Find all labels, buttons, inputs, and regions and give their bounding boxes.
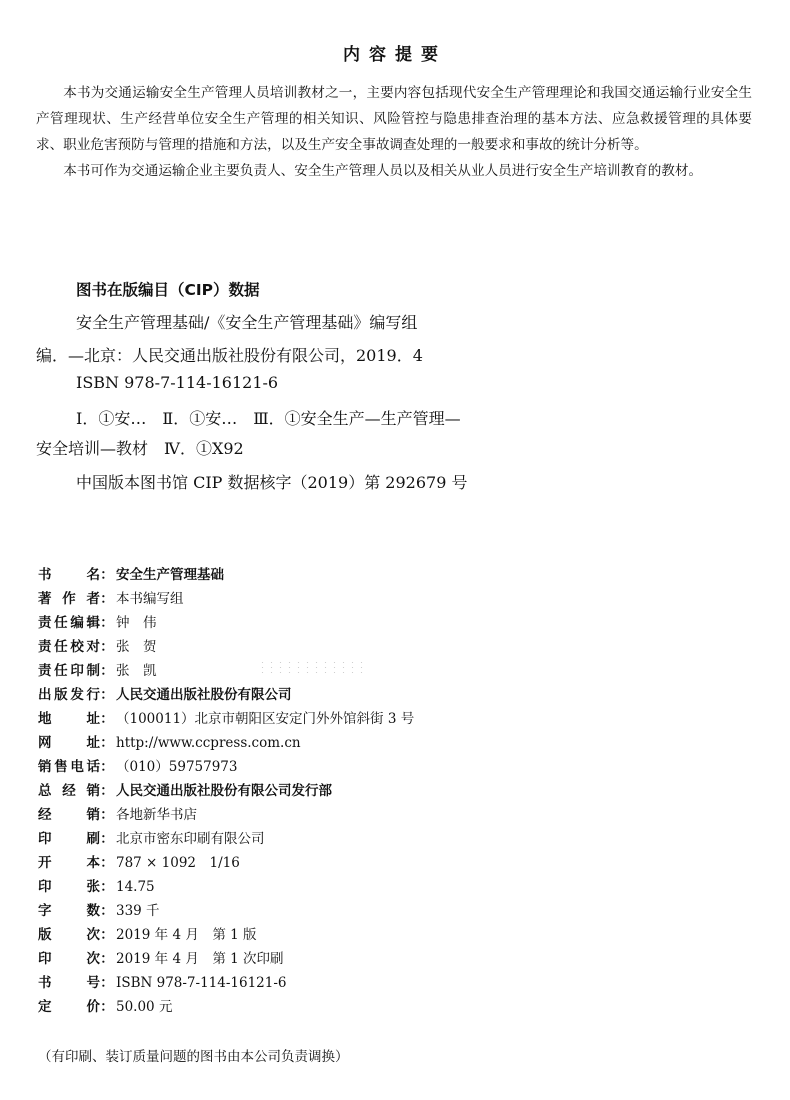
imprint-row	[38, 757, 237, 777]
imprint-value: 张 贺	[116, 639, 157, 655]
imprint-row	[38, 925, 257, 945]
imprint-label: 书 号	[38, 975, 100, 991]
cip-line: ISBN 978-7-114-16121-6	[76, 373, 279, 392]
imprint-row	[38, 949, 284, 969]
imprint-label: 总 经 销	[38, 783, 100, 799]
imprint-row	[38, 901, 160, 921]
imprint-value: （100011）北京市朝阳区安定门外外馆斜街 3 号	[116, 711, 415, 727]
imprint-colon: ：	[100, 759, 114, 775]
imprint-value: http://www.ccpress.com.cn	[116, 735, 301, 751]
imprint-row	[38, 805, 197, 825]
imprint-label: 出 版 发 行	[38, 687, 100, 703]
imprint-row	[38, 733, 301, 753]
imprint-colon: ：	[100, 831, 114, 847]
imprint-value: （010）59757973	[116, 759, 238, 775]
imprint-label: 字 数	[38, 903, 100, 919]
imprint-colon: ：	[100, 807, 114, 823]
imprint-label: 开 本	[38, 855, 100, 871]
imprint-row	[38, 637, 157, 657]
imprint-label: 定 价	[38, 999, 100, 1015]
imprint-value: ISBN 978-7-114-16121-6	[116, 975, 287, 991]
cip-line: Ⅰ．①安… Ⅱ．①安… Ⅲ．①安全生产—生产管理—	[76, 409, 461, 428]
imprint-label: 责 任 编 辑	[38, 615, 100, 631]
imprint-row	[38, 709, 414, 729]
imprint-label: 责 任 校 对	[38, 639, 100, 655]
imprint-row	[38, 877, 155, 897]
imprint-row	[38, 589, 184, 609]
imprint-value: 安全生产管理基础	[116, 567, 224, 583]
imprint-row	[38, 973, 287, 993]
imprint-value: 50.00 元	[116, 999, 173, 1015]
imprint-colon: ：	[100, 711, 114, 727]
imprint-label: 地 址	[38, 711, 100, 727]
imprint-colon: ：	[100, 879, 114, 895]
imprint-colon: ：	[100, 663, 114, 679]
imprint-colon: ：	[100, 951, 114, 967]
imprint-row	[38, 781, 332, 801]
imprint-colon: ：	[100, 639, 114, 655]
imprint-row	[38, 997, 172, 1017]
imprint-colon: ：	[100, 591, 114, 607]
imprint-label: 责 任 印 制	[38, 663, 100, 679]
imprint-value: 各地新华书店	[116, 807, 197, 823]
summary-abstract	[36, 80, 752, 184]
imprint-label: 销 售 电 话	[38, 759, 100, 775]
imprint-row	[38, 661, 157, 681]
imprint-colon: ：	[100, 735, 114, 751]
imprint-value: 钟 伟	[116, 615, 157, 631]
imprint-row	[38, 685, 292, 705]
imprint-colon: ：	[100, 855, 114, 871]
cip-line: 安全培训—教材 Ⅳ．①X92	[36, 439, 244, 458]
imprint-row	[38, 829, 265, 849]
imprint-value: 人民交通出版社股份有限公司	[116, 687, 292, 703]
imprint-colon: ：	[100, 975, 114, 991]
imprint-value: 787 × 1092 1/16	[116, 855, 240, 871]
imprint-label: 印 次	[38, 951, 100, 967]
imprint-value: 张 凯	[116, 663, 157, 679]
cip-line: 编．—北京：人民交通出版社股份有限公司，2019．4	[36, 346, 423, 365]
imprint-label: 印 刷	[38, 831, 100, 847]
imprint-label: 著 作 者	[38, 591, 100, 607]
imprint-label: 书 名	[38, 567, 100, 583]
cip-line: 安全生产管理基础/《安全生产管理基础》编写组	[76, 313, 418, 332]
summary-paragraph: 本书为交通运输安全生产管理人员培训教材之一，主要内容包括现代安全生产管理理论和我国交通运输行业安全生产管理现状、生产经营单位安全生产管理的相关知识、风险管控与隐患排查治理的基本方法、应急救援管理的具体要求、职业危害预防与管理的措施和方法，以及生产安全事故调查处理的一般要求和事故的统计分析等。	[36, 85, 752, 153]
cip-heading: 图书在版编目（CIP）数据	[76, 281, 260, 299]
imprint-note: （有印刷、装订质量问题的图书由本公司负责调换）	[38, 1049, 349, 1065]
scan-noise	[258, 660, 368, 674]
imprint-colon: ：	[100, 927, 114, 943]
imprint-label: 网 址	[38, 735, 100, 751]
summary-paragraph: 本书可作为交通运输企业主要负责人、安全生产管理人员以及相关从业人员进行安全生产培训教育的教材。	[63, 163, 703, 179]
cip-line: 中国版本图书馆 CIP 数据核字（2019）第 292679 号	[76, 473, 468, 492]
imprint-colon: ：	[100, 687, 114, 703]
imprint-colon: ：	[100, 615, 114, 631]
imprint-value: 2019 年 4 月 第 1 次印刷	[116, 951, 284, 967]
imprint-colon: ：	[100, 903, 114, 919]
imprint-value: 人民交通出版社股份有限公司发行部	[116, 783, 332, 799]
imprint-row	[38, 565, 224, 585]
summary-title: 内容提要	[343, 45, 447, 65]
imprint-value: 2019 年 4 月 第 1 版	[116, 927, 257, 943]
imprint-colon: ：	[100, 783, 114, 799]
imprint-value: 14.75	[116, 879, 155, 895]
imprint-row	[38, 613, 157, 633]
imprint-label: 印 张	[38, 879, 100, 895]
imprint-colon: ：	[100, 567, 114, 583]
imprint-label: 版 次	[38, 927, 100, 943]
imprint-row	[38, 853, 240, 873]
imprint-colon: ：	[100, 999, 114, 1015]
imprint-value: 339 千	[116, 903, 160, 919]
imprint-value: 本书编写组	[116, 591, 184, 607]
imprint-value: 北京市密东印刷有限公司	[116, 831, 265, 847]
imprint-label: 经 销	[38, 807, 100, 823]
